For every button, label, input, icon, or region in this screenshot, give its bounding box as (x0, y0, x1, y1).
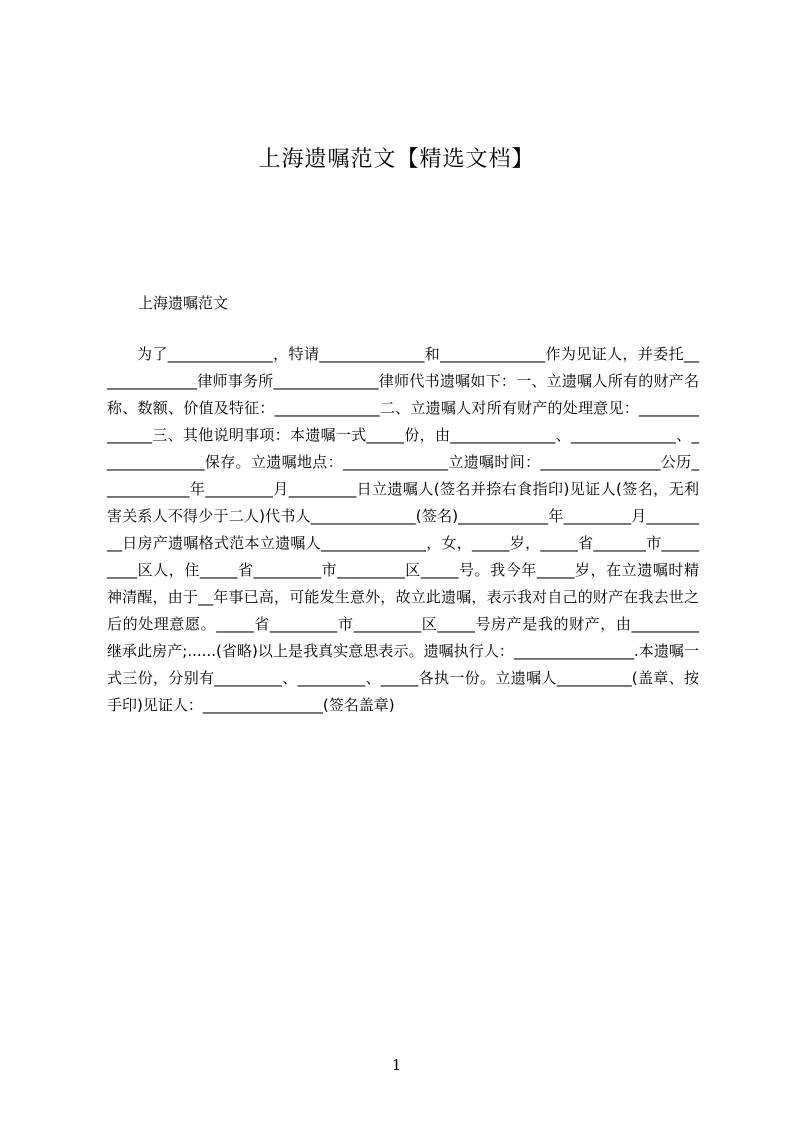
document-body: 为了______________，特请______________和______________作为见证人，并委托______________律师事务所______________律师代书遗嘱如下：一、立遗嘱人所有的财产名称、数额、价值及特征：______________二、立遗嘱人对所有财产的处理意见：______________三、其他说明事项：本遗嘱一式_____份，由______________、______________、______________保存。立遗嘱地点：______________立遗嘱时间：________________公历____________年_________月_________日立遗嘱人(签名并捺右食指印)见证人(签名，无利害关系人不得少于二人)代书人______________(签名)____________年_________月_________日房产遗嘱格式范本立遗嘱人______________，女，_____岁，_____省_______市_________区人，住_____省_________市_________区_____号。我今年_____岁，在立遗嘱时精神清醒，由于__年事已高，可能发生意外，故立此遗嘱，表示我对自己的财产在我去世之后的处理意愿。_____省_________市_________区_____号房产是我的财产，由_________继承此房产;......(省略)以上是我真实意思表示。遗嘱执行人：________________.本遗嘱一式三份，分别有_________、_________、_____各执一份。立遗嘱人__________(盖章、按手印)见证人：________________(签名盖章) (107, 345, 699, 714)
document-subtitle: 上海遗嘱范文 (138, 294, 229, 312)
document-title: 上海遗嘱范文【精选文档】 (258, 147, 535, 172)
page-number: 1 (391, 1056, 402, 1074)
